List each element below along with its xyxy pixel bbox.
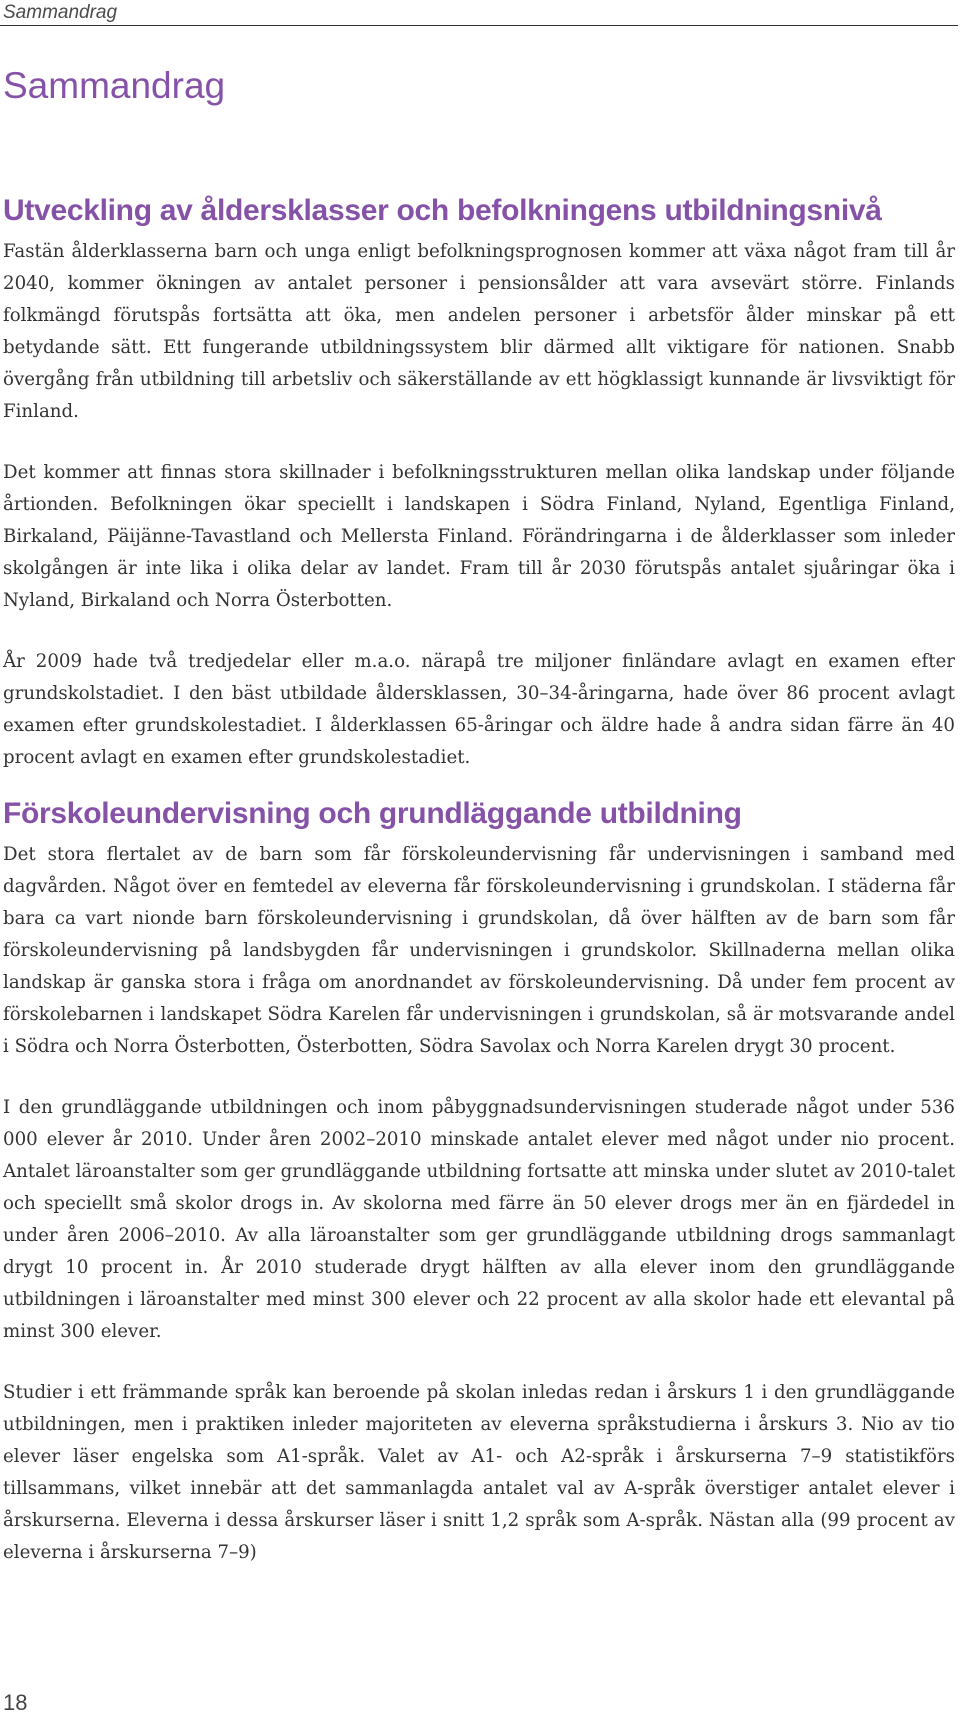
running-header [0, 0, 958, 26]
running-header-title: Sammandrag [3, 2, 118, 23]
paragraph: Det kommer att finnas stora skillnader i befolkningsstrukturen mellan olika landskap under följande årtionden. Befolkningen ökar speciellt i landskapen i Södra Finland, Nyland, Egentliga Finland, Birkaland, Päijänne-Tavastland och Mellersta Finland. Förändringarna i de ålderklasser som inleder skolgången är inte lika i olika delar av landet. Fram till år 2030 förutspås antalet sjuåringar öka i Nyland, Birkaland och Norra Österbotten. [3, 462, 955, 611]
page-number: 18 [3, 1690, 28, 1715]
paragraph: År 2009 hade två tredjedelar eller m.a.o. närapå tre miljoner finländare avlagt en examen efter grundskolstadiet. I den bäst utbildade åldersklassen, 30–34-åringarna, hade över 86 procent avlagt examen efter grundskolestadiet. I ålderklassen 65-åringar och äldre hade å andra sidan färre än 40 procent avlagt en examen efter grundskolestadiet. [3, 651, 955, 768]
page-content [3, 56, 955, 1569]
paragraph: I den grundläggande utbildningen och inom påbyggnadsundervisningen studerade något under 536 000 elever år 2010. Under åren 2002–2010 minskade antalet elever med något under nio procent. Antalet läroanstalter som ger grundläggande utbildning fortsatte att minska under slutet av 2010-talet och speciellt små skolor drogs in. Av skolorna med färre än 50 elever drogs mer än en fjärdedel in under åren 2006–2010. Av alla läroanstalter som ger grundläggande utbildning drogs sammanlagt drygt 10 procent in. År 2010 studerade drygt hälften av alla elever inom den grundläggande utbildningen i läroanstalter med minst 300 elever och 22 procent av alla skolor hade ett elevantal på minst 300 elever. [3, 1097, 956, 1342]
paragraph: Fastän ålderklasserna barn och unga enligt befolkningsprognosen kommer att växa något fram till år 2040, kommer ökningen av antalet personer i pensionsålder att vara avsevärt större. Finlands folkmängd förutspås fortsätta att öka, men andelen personer i arbetsför ålder minskar på ett betydande sätt. Ett fungerande utbildningssystem blir därmed allt viktigare för nationen. Snabb övergång från utbildning till arbetsliv och säkerställande av ett högklassigt kunnande är livsviktigt för Finland. [3, 241, 955, 422]
section-heading-preschool: Förskoleundervisning och grundläggande utbildning [3, 797, 742, 830]
paragraph: Det stora flertalet av de barn som får förskoleundervisning får undervisningen i samband med dagvården. Något över en femtedel av eleverna får förskoleundervisning i grundskolan. I städerna får bara ca vart nionde barn förskoleundervisning i grundskolan, då över hälften av de barn som får förskoleundervisning på landsbygden får undervisningen i grundskolor. Skillnaderna mellan olika landskap är ganska stora i fråga om anordnandet av förskoleundervisning. Då under fem procent av förskolebarnen i landskapet Södra Karelen får undervisningen i grundskolan, så är motsvarande andel i Södra och Norra Österbotten, Österbotten, Södra Savolax och Norra Karelen drygt 30 procent. [3, 844, 955, 1057]
paragraph: Studier i ett främmande språk kan beroende på skolan inledas redan i årskurs 1 i den grundläggande utbildningen, men i praktiken inleder majoriteten av eleverna språkstudierna i årskurs 3. Nio av tio elever läser engelska som A1-språk. Valet av A1- och A2-språk i årskurserna 7–9 statistikförs tillsammans, vilket innebär att det sammanlagda antalet val av A-språk överstiger antalet elever i årskurserna. Eleverna i dessa årskurser läser i snitt 1,2 språk som A-språk. Nästan alla (99 procent av eleverna i årskurserna 7–9) [3, 1382, 955, 1563]
section-heading-age-classes: Utveckling av åldersklasser och befolkningens utbildningsnivå [3, 194, 882, 227]
page-title: Sammandrag [3, 65, 226, 106]
